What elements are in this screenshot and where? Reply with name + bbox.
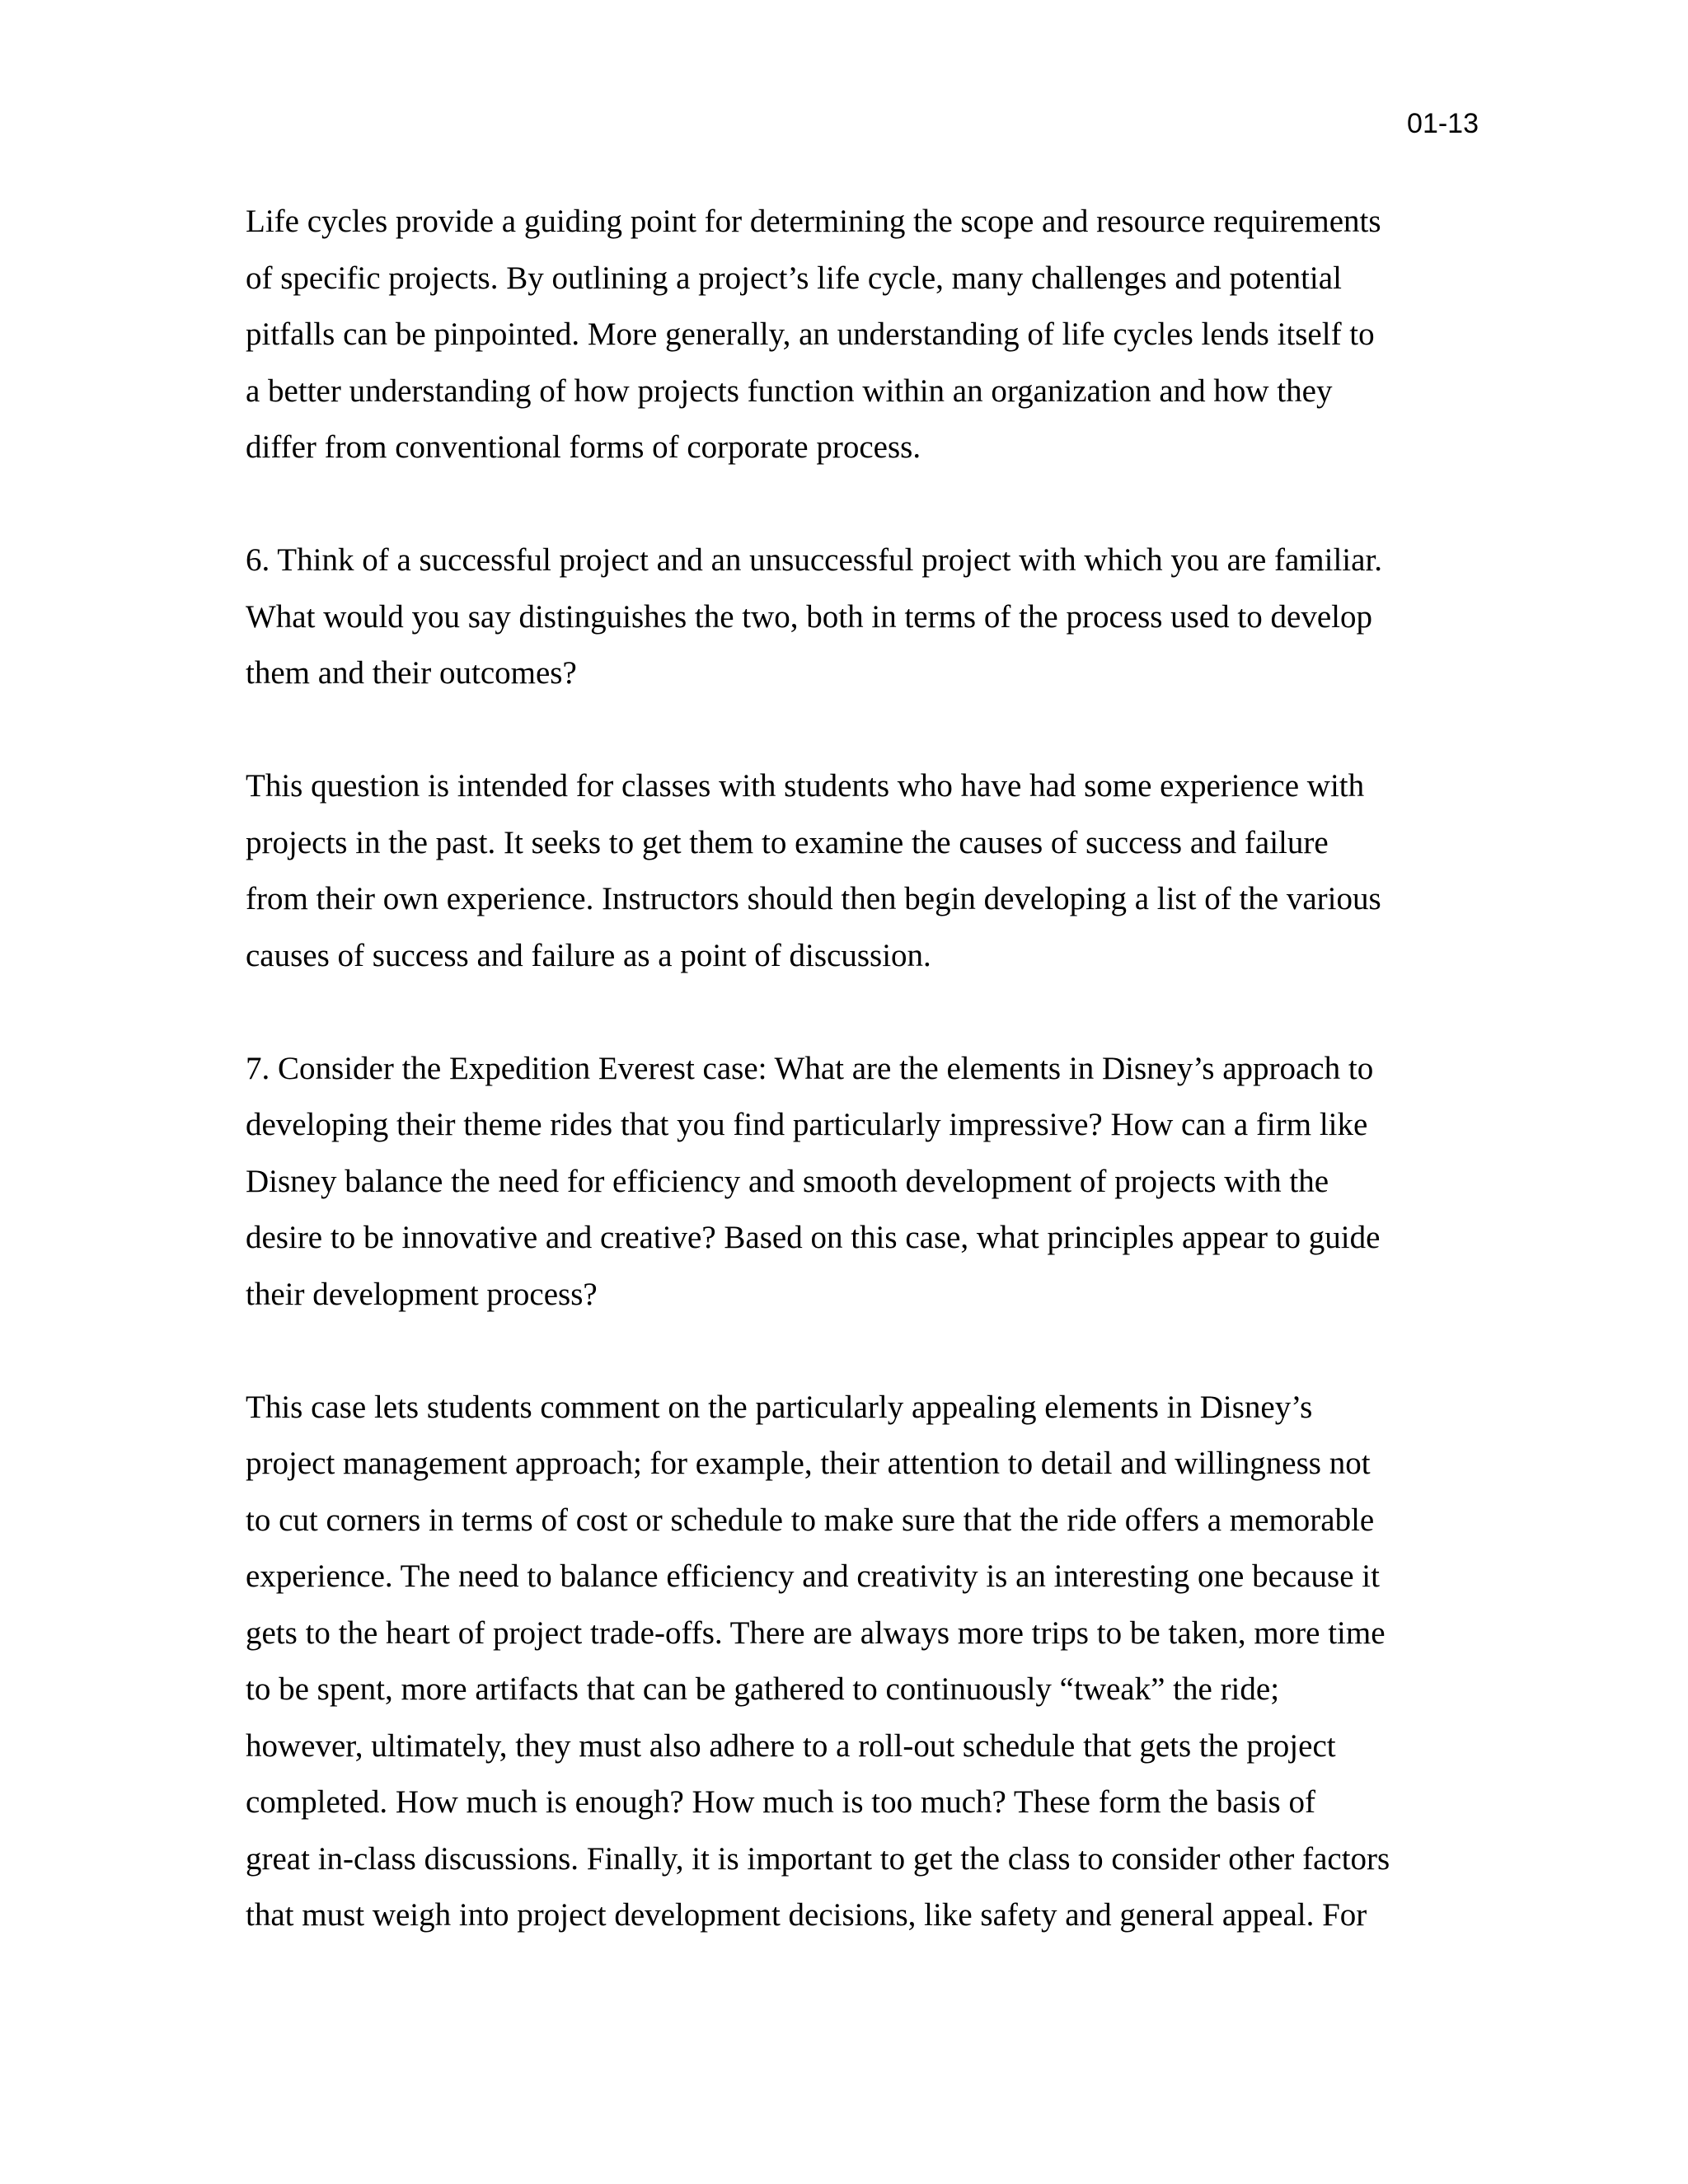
text-line: gets to the heart of project trade-offs. There are always more trips to be taken, more time (246, 1615, 1386, 1651)
text-line: 6. Think of a successful project and an unsuccessful project with which you are familiar. (246, 542, 1383, 578)
text-line: to be spent, more artifacts that can be gathered to continuously “tweak” the ride; (246, 1671, 1280, 1707)
text-line: This case lets students comment on the particularly appealing elements in Disney’s (246, 1389, 1313, 1425)
text-line: causes of success and failure as a point of discussion. (246, 937, 931, 973)
paragraph-spacer (246, 476, 1449, 533)
text-line: great in-class discussions. Finally, it is important to get the class to consider other factors (246, 1840, 1390, 1877)
text-line: Life cycles provide a guiding point for determining the scope and resource requirements (246, 204, 1381, 239)
text-line: completed. How much is enough? How much is too much? These form the basis of (246, 1784, 1315, 1820)
text-line: desire to be innovative and creative? Based on this case, what principles appear to guide (246, 1220, 1381, 1255)
page-number: 01-13 (1407, 108, 1479, 139)
page-body (246, 194, 1449, 1944)
text-line: 7. Consider the Expedition Everest case: What are the elements in Disney’s approach to (246, 1050, 1374, 1086)
text-line: them and their outcomes? (246, 655, 577, 691)
paragraph-life-cycles (246, 194, 1449, 476)
text-line: from their own experience. Instructors should then begin developing a list of the various (246, 881, 1381, 916)
text-line: Disney balance the need for efficiency and smooth development of projects with the (246, 1163, 1329, 1199)
text-line: This question is intended for classes with students who have had some experience with (246, 768, 1365, 804)
text-line: pitfalls can be pinpointed. More generally, an understanding of life cycles lends itself to (246, 316, 1375, 352)
text-line: however, ultimately, they must also adhere to a roll-out schedule that gets the project (246, 1727, 1336, 1764)
text-line: of specific projects. By outlining a project’s life cycle, many challenges and potential (246, 260, 1342, 296)
text-line: differ from conventional forms of corporate process. (246, 429, 921, 465)
paragraph-spacer (246, 984, 1449, 1041)
question-6 (246, 532, 1449, 702)
text-line: What would you say distinguishes the two, both in terms of the process used to develop (246, 598, 1372, 635)
text-line: developing their theme rides that you find particularly impressive? How can a firm like (246, 1107, 1368, 1142)
text-line: that must weigh into project development decisions, like safety and general appeal. For (246, 1897, 1367, 1933)
question-7 (246, 1041, 1449, 1324)
paragraph-spacer (246, 1323, 1449, 1380)
paragraph-spacer (246, 702, 1449, 759)
text-line: to cut corners in terms of cost or schedule to make sure that the ride offers a memorable (246, 1502, 1375, 1538)
text-line: their development process? (246, 1276, 598, 1312)
answer-7 (246, 1380, 1449, 1944)
text-line: experience. The need to balance efficiency and creativity is an interesting one because it (246, 1558, 1380, 1594)
text-line: a better understanding of how projects function within an organization and how they (246, 373, 1333, 409)
text-line: project management approach; for example, their attention to detail and willingness not (246, 1446, 1371, 1481)
answer-6 (246, 758, 1449, 984)
text-line: projects in the past. It seeks to get them to examine the causes of success and failure (246, 824, 1329, 860)
